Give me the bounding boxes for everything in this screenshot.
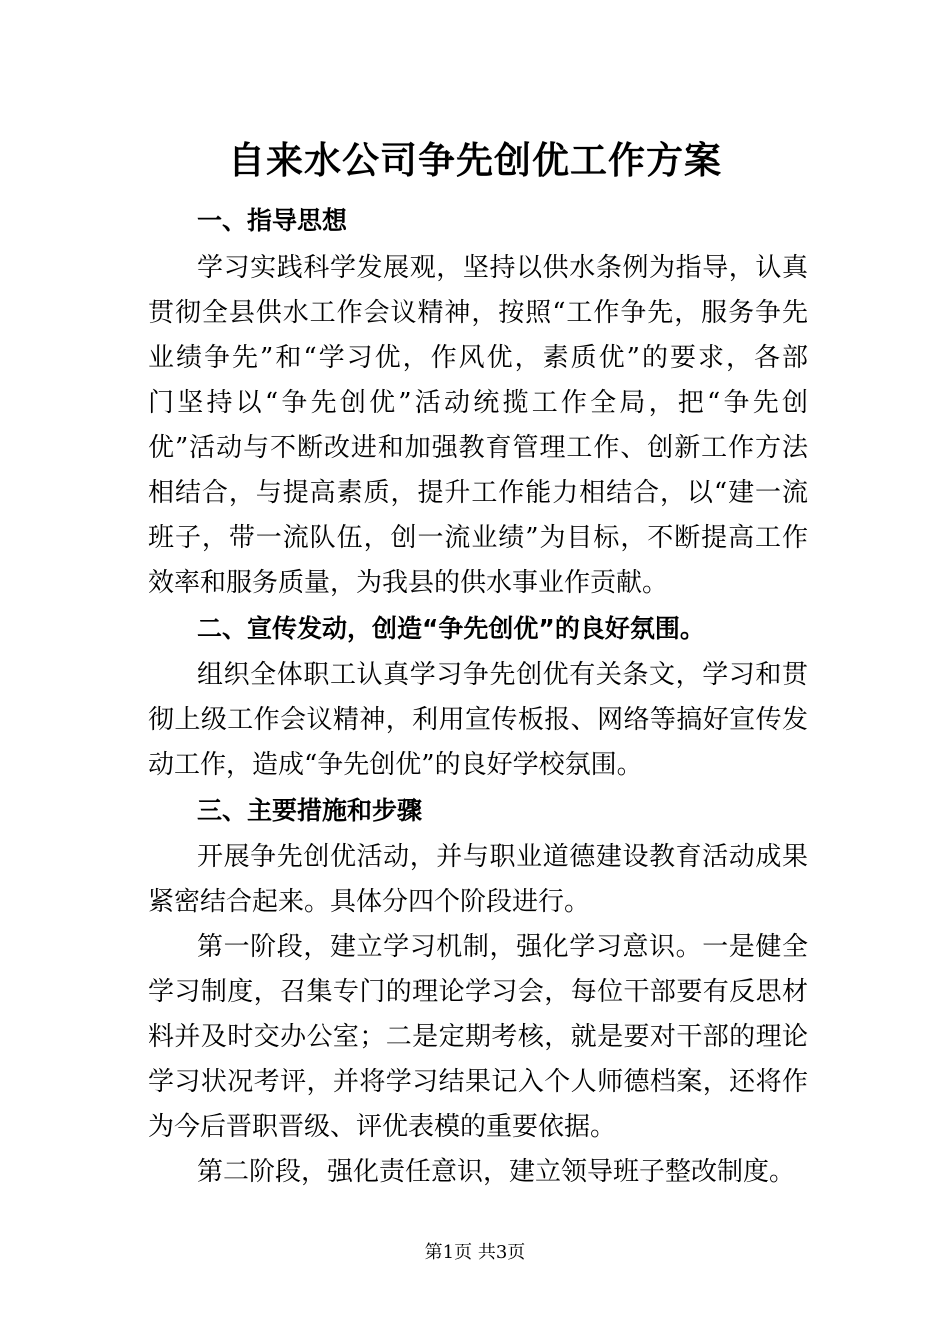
paragraph-line: 第一阶段，建立学习机制，强化学习意识。一是健全 [197,932,808,962]
paragraph-line: 料并及时交办公室；二是定期考核，就是要对干部的理论 [148,1022,808,1052]
paragraph-line: 效率和服务质量，为我县的供水事业作贡献。 [148,568,669,598]
paragraph-line: 学习制度，召集专门的理论学习会，每位干部要有反思材 [148,977,808,1007]
paragraph-line: 优”活动与不断改进和加强教育管理工作、创新工作方法 [148,433,808,463]
heading-guiding-ideology: 一、指导思想 [197,206,348,235]
paragraph-line: 开展争先创优活动，并与职业道德建设教育活动成果 [197,842,808,872]
paragraph-line: 组织全体职工认真学习争先创优有关条文，学习和贯 [197,660,808,690]
paragraph-line: 动工作，造成“争先创优”的良好学校氛围。 [148,750,643,780]
paragraph-line: 班子，带一流队伍，创一流业绩”为目标，不断提高工作 [148,523,808,553]
heading-measures: 三、主要措施和步骤 [197,796,423,825]
paragraph-line: 学习状况考评，并将学习结果记入个人师德档案，还将作 [148,1067,808,1097]
paragraph-line: 彻上级工作会议精神，利用宣传板报、网络等搞好宣传发 [148,705,808,735]
paragraph-line: 业绩争先”和“学习优，作风优，素质优”的要求，各部 [148,343,808,373]
document-title: 自来水公司争先创优工作方案 [228,138,722,182]
paragraph-line: 相结合，与提高素质，提升工作能力相结合，以“建一流 [148,478,808,508]
paragraph-line: 第二阶段，强化责任意识，建立领导班子整改制度。 [197,1157,796,1187]
heading-publicity: 二、宣传发动，创造“争先创优”的良好氛围。 [197,614,705,643]
paragraph-line: 紧密结合起来。具体分四个阶段进行。 [148,887,591,917]
paragraph-line: 门坚持以“争先创优”活动统揽工作全局，把“争先创 [148,388,808,418]
paragraph-line: 为今后晋职晋级、评优表模的重要依据。 [148,1112,617,1142]
paragraph-line: 贯彻全县供水工作会议精神，按照“工作争先，服务争先 [148,298,808,328]
paragraph-line: 学习实践科学发展观，坚持以供水条例为指导，认真 [197,253,808,283]
page-number-footer: 第1页 共3页 [424,1242,526,1263]
